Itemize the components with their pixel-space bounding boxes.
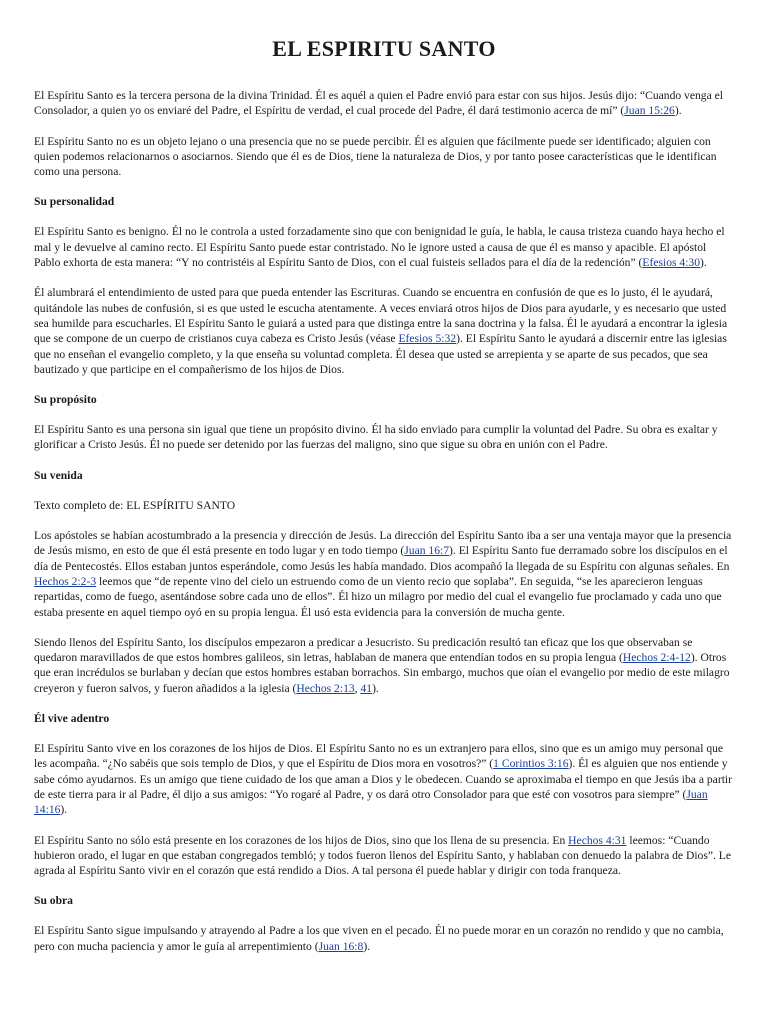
section-heading: Su obra [34,894,73,908]
paragraph-text: ). El Espíritu Santo le ayudará a discernir entre las iglesias que no enseñan el evangelio completo, y la que enseña su voluntad completa. Él desea que usted se arrepienta y se aparte de sus pecados, que sea bautizado y que participe en el compañerismo de los hijos de Dios. [34,332,727,376]
paragraph-text: ). [372,681,379,695]
paragraph-text: ). El Espíritu Santo fue derramado sobre los discípulos en el día de Pentecostés. Ellos estaban juntos esperándole, como Jesús les había mandado. Dios acompañó la llegada de su Espíritu con algunas señales. En [34,544,730,573]
paragraph-text: ). [60,803,68,817]
scripture-link[interactable]: Juan 16:8 [318,939,364,953]
document-body [34,88,734,954]
paragraph-text: Los apóstoles se habían acostumbrado a la presencia y dirección de Jesús. La dirección del Espíritu Santo iba a ser una ventaja mayor que la presencia de Jesús mismo, en esto de que él está presente en todo lugar y en todo tiempo ( [34,529,732,558]
paragraph-text: ). [674,104,682,118]
scripture-link[interactable]: Juan 14:16 [34,787,708,817]
paragraph [34,88,734,119]
paragraph-text: ). Otros que eran incrédulos se burlaban y decían que estos hombres estaban borrachos. Sin embargo, muchos que oían el evangelio por medio de este milagro creyeron y fueron salvos, y fueron añadidos a la iglesia ( [34,651,730,695]
paragraph-text: ). Él es alguien que nos entiende y sabe cómo ayudarnos. Es un amigo que tiene cuidado de los que aman a Dios y le obedecen. Cuando se aproximaba el tiempo en que Jesús iba a partir de este tierra para ir al Padre, él dijo a sus amigos: “Yo rogaré al Padre, y os dará otro Consolador para que esté con vosotros para siempre” ( [34,757,732,801]
paragraph-text: ). [363,939,371,953]
paragraph-text: , [354,681,361,695]
paragraph-text: Siendo llenos del Espíritu Santo, los discípulos empezaron a predicar a Jesucristo. Su predicación resultó tan eficaz que los que observaban se quedaron maravillados de que estos hombres galileos, sin letras, hablaban de manera que entendían todos en su propia lengua ( [34,635,693,665]
paragraph-text: leemos: “Cuando hubieron orado, el lugar en que estaban congregados tembló; y todos fueron llenos del Espíritu Santo, y hablaban con denuedo la palabra de Dios”. Le agrada al Espíritu Santo vivir en el corazón que está rendido a Dios. A tal persona él puede hablar y dirigir con toda franqueza. [34,833,732,878]
section-heading: Su personalidad [34,195,115,209]
scripture-link[interactable]: 1 Corintios 3:16 [493,757,569,771]
scripture-link[interactable]: Hechos 2:2-3 [34,574,97,588]
section-heading: Su venida [34,468,83,482]
scripture-link[interactable]: Juan 15:26 [624,104,675,118]
paragraph-text: El Espíritu Santo es la tercera persona de la divina Trinidad. Él es aquél a quien el Padre envió para estar con sus hijos. Jesús dijo: “Cuando venga el Consolador, a quien yo os enviaré del Padre, el Espíritu de verdad, el cual procede del Padre, él dará testimonio acerca de mí” ( [34,89,724,118]
paragraph [34,224,734,270]
paragraph [34,923,734,954]
scripture-link[interactable]: Hechos 4:31 [568,833,627,847]
paragraph [34,498,734,513]
scripture-link[interactable]: Efesios 5:32 [398,332,457,346]
paragraph [34,528,734,620]
scripture-link[interactable]: 41 [360,681,373,695]
paragraph [34,741,734,817]
paragraph-text: leemos que “de repente vino del cielo un estruendo como de un viento recio que soplaba”. En seguida, “se les aparecieron lenguas repartidas, como de fuego, asentándose sobre cada uno de ellos”. Él hizo un milagro por medio del cual el evangelio fue proclamado y cada uno que estaba presente en aquel tiempo oyó en su propia lengua. Él usó esta evidencia para la conversión de mucha gente. [34,574,722,619]
scripture-link[interactable]: Hechos 2:13 [296,681,355,695]
paragraph-text: El Espíritu Santo es una persona sin igual que tiene un propósito divino. Él ha sido enviado para cumplir la voluntad del Padre. Su obra es exaltar y glorificar a Cristo Jesús. Él no puede ser detenido por las fuerzas del maligno, sino que sigue su obra en unión con el Padre. [34,423,718,452]
scripture-link[interactable]: Efesios 4:30 [642,256,701,270]
section-heading: Su propósito [34,393,97,407]
page-title: EL ESPIRITU SANTO [272,36,496,61]
paragraph-text: El Espíritu Santo no sólo está presente en los corazones de los hijos de Dios, sino que los llena de su presencia. En [34,833,569,847]
section-heading: Él vive adentro [34,712,110,726]
paragraph-text: Texto completo de: EL ESPÍRITU SANTO [34,498,236,512]
scripture-link[interactable]: Hechos 2:4-12 [622,651,691,665]
paragraph-text: ). [700,256,707,270]
paragraph [34,285,734,377]
paragraph [34,134,734,180]
paragraph [34,833,734,879]
paragraph-text: El Espíritu Santo es benigno. Él no le controla a usted forzadamente sino que con benignidad le guía, le habla, le causa tristeza cuando haya hecho el mal y le devuelve al camino recto. El Espíritu Santo puede estar contristado. No le ignore usted a causa de que él es manso y apacible. El apóstol Pablo exhorta de esta manera: “Y no contristéis al Espíritu Santo de Dios, con el cual fuisteis sellados para el día de la redención” ( [34,225,725,270]
scripture-link[interactable]: Juan 16:7 [404,544,450,558]
paragraph-text: Él alumbrará el entendimiento de usted para que pueda entender las Escrituras. Cuando se encuentra en confusión de que es lo justo, él le ayudará, quitándole las nubes de confusión, si es que usted le escucha atentamente. A veces enviará otros hijos de Dios para ayudarle, y es necesario que usted sea humilde para escucharles. El Espíritu Santo le guiará a usted para que distinga entre la sana doctrina y la falsa. Él le ayudará a encontrar la iglesia que se compone de un cuerpo de cristianos cuya cabeza es Cristo Jesús (véase [34,286,728,346]
paragraph-text: El Espíritu Santo vive en los corazones de los hijos de Dios. El Espíritu Santo no es un extranjero para ellos, sino que es un amigo muy personal que les acompaña. “¿No sabéis que sois templo de Dios, y que el Espíritu de Dios mora en vosotros?” ( [34,742,724,771]
paragraph [34,422,734,453]
paragraph [34,635,734,696]
paragraph-text: El Espíritu Santo sigue impulsando y atrayendo al Padre a los que viven en el pecado. Él no puede morar en un corazón no rendido y que no cambia, pero con mucha paciencia y amor le guía al arrepentimiento ( [34,924,724,953]
paragraph-text: El Espíritu Santo no es un objeto lejano o una presencia que no se puede percibir. Él es alguien que fácilmente puede ser identificado; alguien con quien podemos relacionarnos o asociarnos. Siendo que él es de Dios, tiene la naturaleza de Dios, y por tanto posee características que le identifican como una persona. [34,134,717,179]
